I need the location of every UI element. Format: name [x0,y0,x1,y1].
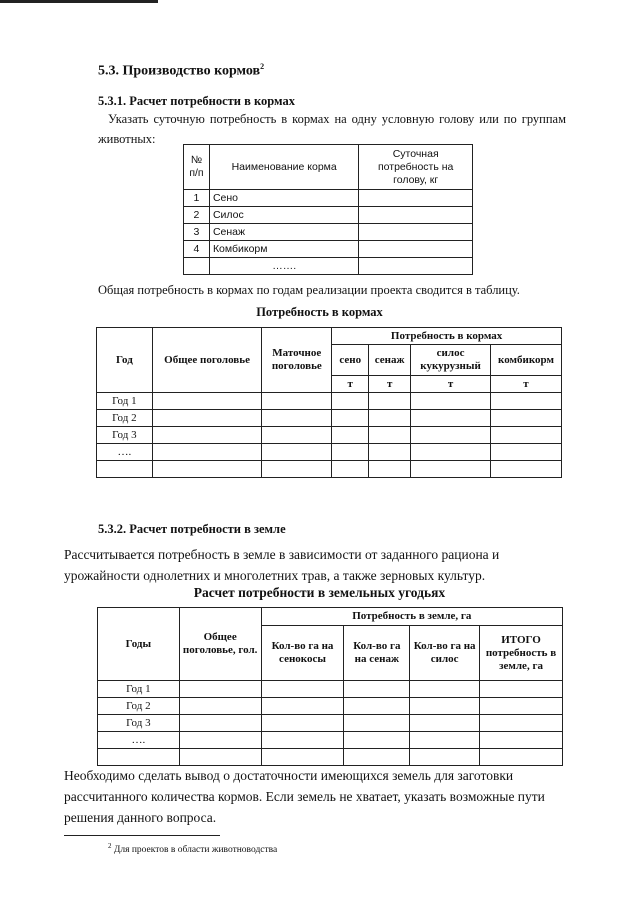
section-title: 5.3. Производство кормов$^2$ [98,62,265,79]
col-total-land: ИТОГО потребность в земле, га [480,626,563,681]
footnote-text: Для проектов в области животноводства [113,845,278,856]
col-years: Годы [98,608,180,681]
col-daily-need: Суточная потребность на голову, кг [359,145,473,190]
daily-feed-table [183,144,473,275]
table-caption-feed: Потребность в кормах [256,305,383,319]
col-compound-feed: комбикорм [491,345,562,376]
table-header-row [97,328,562,345]
footnote [108,842,277,855]
table-row [98,749,563,766]
feed-need-table [96,327,562,478]
col-total-herd-heads: Общее поголовье, гол. [179,608,261,681]
col-corn-silage: силос кукурузный [411,345,491,376]
table-row: Год 3 [97,427,562,444]
conclusion-paragraph: Необходимо сделать вывод о достаточности имеющихся земель для заготовки рассчитанного количества кормов. Если земель не хватает, указать возможные пути решения данного вопроса. [64,768,545,825]
table-header-row [184,145,473,190]
col-haylage-ha: Кол-во га на сенаж [344,626,410,681]
table-row: Год 1 [97,393,562,410]
table-unit-row: т т т т [97,376,562,393]
col-hayfields: Кол-во га на сенокосы [261,626,344,681]
col-feed-name: Наименование корма [209,145,358,190]
intro-paragraph-2: Рассчитывается потребность в земле в зависимости от заданного рациона и урожайности однолетних и многолетних трав, а также зерновых культур. [64,547,500,583]
subsection-title-2: 5.3.2. Расчет потребности в земле [98,522,286,536]
col-number: № п/п [184,145,210,190]
table-row: 4 Комбикорм [184,241,473,258]
col-total-herd: Общее поголовье [152,328,262,393]
table-row: 2 Силос [184,207,473,224]
col-group-land-need: Потребность в земле, га [261,608,562,626]
table-row: Год 2 [98,698,563,715]
col-group-feed-need: Потребность в кормах [332,328,562,345]
table-header-row [98,608,563,626]
table-row: Год 2 [97,410,562,427]
table-row: ……. [184,258,473,275]
col-silage-ha: Кол-во га на силос [410,626,480,681]
subsection-title-1: 5.3.1. Расчет потребности в кормах [98,94,295,108]
col-hay: сено [332,345,369,376]
intro-paragraph-1: Указать суточную потребность в кормах на одну условную голову или по группам животных: [98,112,566,146]
col-haylage: сенаж [369,345,411,376]
summary-paragraph: Общая потребность в кормах по годам реализации проекта сводится в таблицу. [98,283,520,297]
table-row: …. [98,732,563,749]
footnote-ref: 2 [260,62,265,71]
footnote-mark: 2 [108,842,112,850]
col-breeding-herd: Маточное поголовье [262,328,332,393]
col-year: Год [97,328,153,393]
table-row [97,461,562,478]
land-need-table [97,607,563,766]
table-row: …. [97,444,562,461]
table-caption-land: Расчет потребности в земельных угодьях [193,585,446,600]
table-row: Год 3 [98,715,563,732]
footnote-rule [64,835,220,836]
top-rule [0,0,158,3]
table-row: 1 Сено [184,190,473,207]
table-row: Год 1 [98,681,563,698]
table-row: 3 Сенаж [184,224,473,241]
